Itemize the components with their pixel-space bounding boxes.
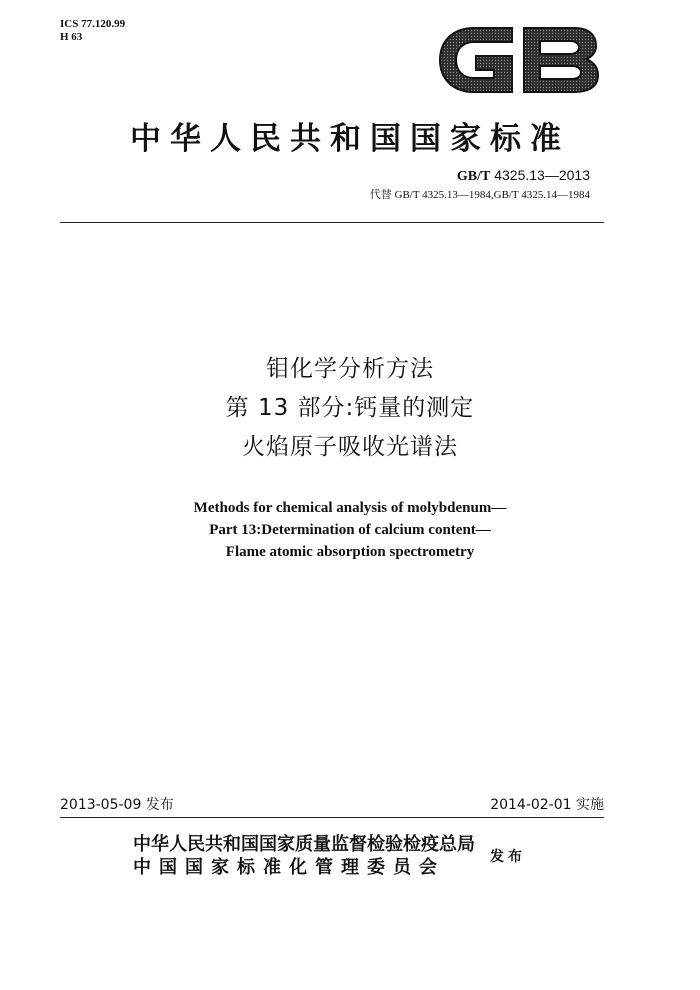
logo-text: GB xyxy=(518,68,520,69)
english-title-line-3: Flame atomic absorption spectrometry xyxy=(225,544,475,560)
gb-logo xyxy=(434,20,602,100)
ics-code: ICS 77.120.99 xyxy=(60,18,126,30)
issuer-line-1: 中华人民共和国国家质量监督检验检疫总局 xyxy=(133,834,475,855)
standard-number xyxy=(457,167,590,185)
chinese-title-line-1: 钼化学分析方法 xyxy=(266,356,434,382)
standard-number-value: 4325.13—2013 xyxy=(494,167,590,183)
issuer-line-2: 中国国家标准化管理委员会 xyxy=(133,857,445,878)
classification-codes xyxy=(60,18,125,44)
english-title-line-1: Methods for chemical analysis of molybdenum— xyxy=(193,500,507,516)
english-title xyxy=(0,497,700,563)
issuing-bodies xyxy=(133,833,475,879)
chinese-title-line-3: 火焰原子吸收光谱法 xyxy=(242,434,458,460)
implementation-date: 2014-02-01 实施 xyxy=(490,797,604,813)
ccs-code: H 63 xyxy=(60,31,83,43)
issue-date: 2013-05-09 发布 xyxy=(60,797,174,813)
chinese-title-line-2: 第 13 部分:钙量的测定 xyxy=(225,395,475,421)
bottom-divider xyxy=(60,817,604,818)
english-title-line-2: Part 13:Determination of calcium content— xyxy=(209,522,491,538)
standard-category-title: 中华人民共和国国家标准 xyxy=(130,121,570,157)
replaces-note: 代替 GB/T 4325.13—1984,GB/T 4325.14—1984 xyxy=(369,189,590,201)
chinese-title xyxy=(0,350,700,467)
publish-label: 发布 xyxy=(490,849,526,865)
top-divider xyxy=(60,222,604,223)
standard-number-prefix: GB/T xyxy=(456,169,491,184)
